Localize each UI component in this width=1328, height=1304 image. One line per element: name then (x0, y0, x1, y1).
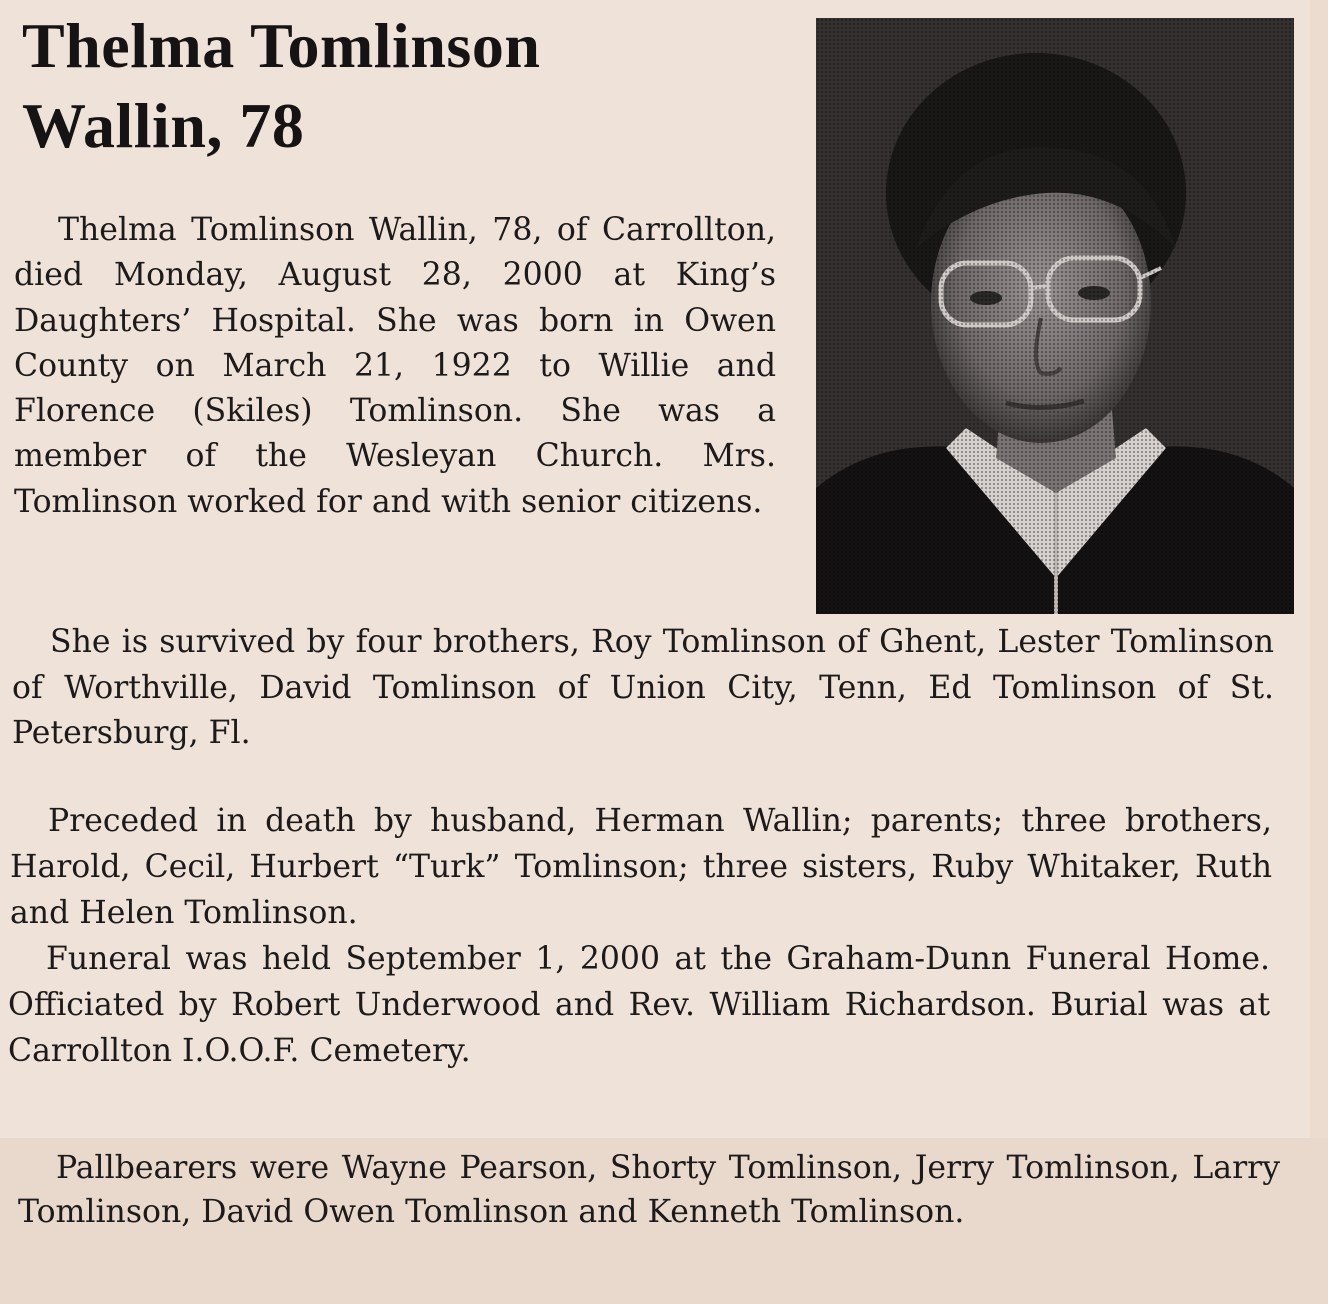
obituary-headline (22, 6, 540, 166)
obituary-paragraph-3: Preceded in death by husband, Herman Wallin; parents; three brothers, Harold, Cecil, Hurbert “Turk” Tomlinson; three sisters, Ruby Whitaker, Ruth and Helen Tomlinson. (10, 803, 1272, 931)
obituary-paragraph-2: She is survived by four brothers, Roy Tomlinson of Ghent, Lester Tomlinson of Worthville, David Tomlinson of Union City, Tenn, Ed Tomlinson of St. Petersburg, Fl. (12, 624, 1274, 751)
headline-line-2: Wallin, 78 (22, 90, 305, 161)
headline-line-1: Thelma Tomlinson (22, 10, 541, 81)
portrait-image (816, 18, 1294, 614)
obituary-paragraph-1: Thelma Tomlinson Wallin, 78, of Carrollton, died Monday, August 28, 2000 at King’s Daughters’ Hospital. She was born in Owen County on March 21, 1922 to Willie and Florence (Skiles) Tomlinson. She was a member of the Wesleyan Church. Mrs. Tomlinson worked for and with senior citizens. (14, 212, 776, 520)
portrait-photo (816, 18, 1294, 614)
obituary-paragraph-4: Funeral was held September 1, 2000 at the Graham-Dunn Funeral Home. Officiated by Robert Underwood and Rev. William Richardson. Burial was at Carrollton I.O.O.F. Cemetery. (8, 941, 1270, 1069)
obituary-paragraph-5: Pallbearers were Wayne Pearson, Shorty Tomlinson, Jerry Tomlinson, Larry Tomlinson, David Owen Tomlinson and Kenneth Tomlinson. (18, 1150, 1280, 1230)
